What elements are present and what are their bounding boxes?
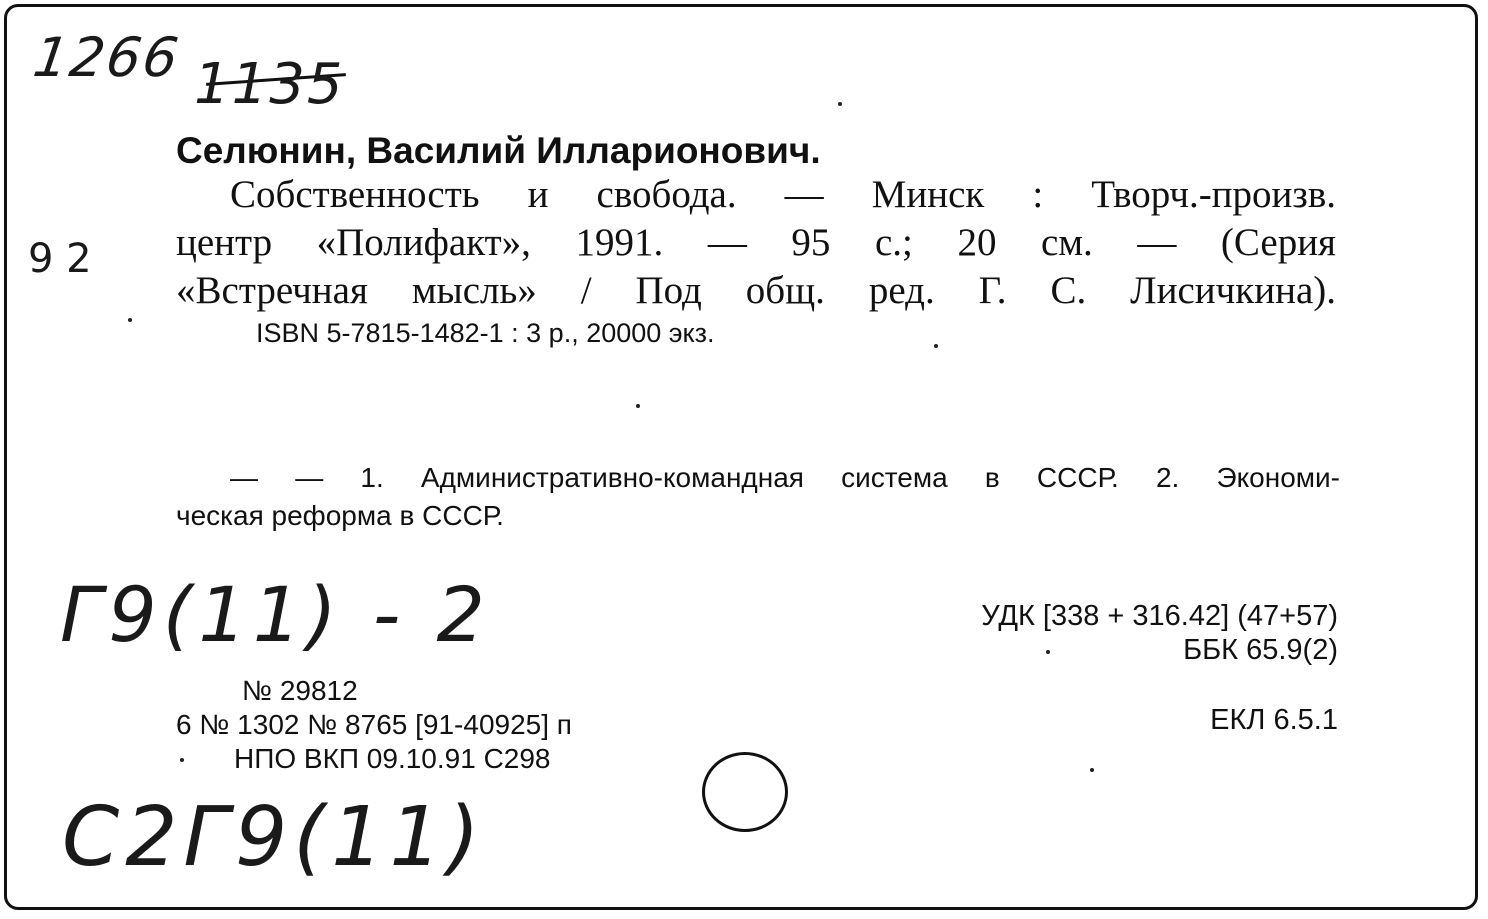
- title-line-2: центр «Полифакт», 1991. — 95 с.; 20 см. — (Серия: [176, 221, 1336, 264]
- ekl-code: ЕКЛ 6.5.1: [1210, 704, 1338, 736]
- subject-line-1: — — 1. Административно-командная система в СССР. 2. Экономи-: [230, 462, 1340, 493]
- udk-code: УДК [338 + 316.42] (47+57): [981, 600, 1338, 632]
- speck: [1090, 768, 1094, 772]
- isbn: ISBN 5-7815-1482-1 : 3 р., 20000 экз.: [256, 318, 715, 348]
- handwritten-bottom-mark: С2Г9(11): [62, 790, 486, 885]
- handwritten-shelf-mark: 1135: [194, 52, 345, 117]
- author: Селюнин, Василий Илларионович.: [176, 130, 821, 171]
- printer-info: НПО ВКП 09.10.91 С298: [234, 743, 551, 774]
- speck: [128, 318, 132, 322]
- speck: [636, 404, 640, 408]
- print-numbers: 6 № 1302 № 8765 [91-40925] п: [176, 709, 572, 740]
- handwritten-catalog-number: 1266: [29, 26, 184, 89]
- subject-line-2: ческая реформа в СССР.: [176, 500, 504, 531]
- speck: [838, 102, 842, 106]
- speck: [1046, 650, 1050, 654]
- record-number: № 29812: [242, 675, 358, 706]
- title-line-3: «Встречная мысль» / Под общ. ред. Г. С. Лисичкина).: [176, 269, 1336, 312]
- handwritten-side-mark: 9 2: [28, 236, 92, 282]
- speck: [180, 758, 184, 762]
- circle-mark: [702, 752, 788, 832]
- speck: [934, 344, 938, 348]
- title-line-1: Собственность и свобода. — Минск : Творч.-произв.: [230, 173, 1336, 216]
- handwritten-classification: Г9(11) - 2: [60, 570, 491, 659]
- bbk-code: ББК 65.9(2): [1183, 634, 1338, 666]
